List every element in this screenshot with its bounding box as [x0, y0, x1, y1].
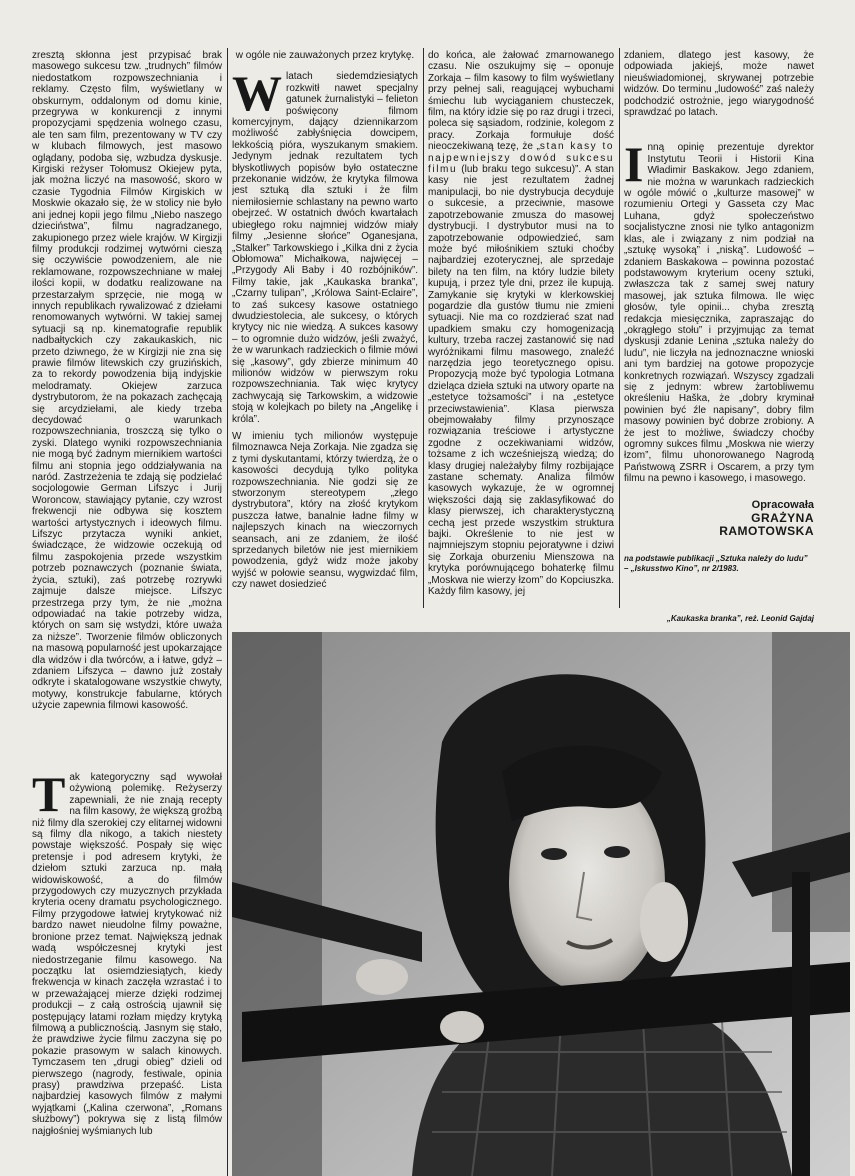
film-still-illustration [232, 632, 850, 1176]
article-column-1-lower [32, 772, 222, 1172]
article-column-4 [624, 50, 814, 630]
article-column-2 [232, 50, 418, 610]
article-column-1 [32, 50, 222, 752]
author-signature [624, 499, 814, 538]
paragraph: zresztą skłonna jest przypisać brak masowego sukcesu tzw. „trudnych” filmów niedostatkom rozpowszechniania i reklamy. Często film, wyświetlany w obskurnym, oddalonym od domu kinie, przegrywa w konkurencji z innymi propozycjami spędzenia wolnego czasu, ale ten sam film, prezentowany w TV czy w klubach filmowych, jest masowo oglądany, podoba się, wzbudza dyskusje. Kirgiski reżyser Tołomusz Okiejew pyta, jak można liczyć na masowość, skoro w czasie Tygodnia Filmów Kirgiskich w Moskwie okazało się, że w stolicy nie było ani jednej kopii jego filmu „Niebo naszego dzieciństwa”, filmu nagradzanego, zakupionego przez wiele krajów. W Kirgizji filmy produkcji rodzimej wytwórni cieszą się oczywiście powodzeniem, ale nie reklamowane, rozpowszechniane w małej ilości kopii, w dodatku realizowane na przestarzałym sprzęcie, nie mogą w innych republikach rywalizować z dziełami renomowanych wytwórni. W takiej samej sytuacji są np. kinematografie republik nadbałtyckich czy zakaukaskich, nic przeto dziwnego, że w Kirgizji nie zna się prawie filmów litewskich czy gruzińskich, za to rekordy powodzenia biją indyjskie melodramaty. Okiejew zarzuca dystrybutorom, że na pokazach zachęcają się arcydziełami, ale kiedy trzeba decydować o warunkach rozpowszechniania, troszczą się tylko o zyski. Dlatego wyniki rozpowszechniania nie mogą być żadnym miernikiem wartości filmu ani stopnia jego oddziaływania na naród. Zastrzeżenia te zdają się podzielać socjologowie German Lifszyc i Jurij Woroncow, stawiający pytanie, czy wzrost frekwencji nie odbywa się kosztem wartości artystycznych i ideowych filmu. Lifszyc przytacza wyniki ankiet, świadczące, że widzowie oczekują od filmu zaspokojenia przede wszystkim potrzeb poznawczych (poznanie świata, życia, sztuki), zaś potrzebę rozrywki zajmuje dalsze miejsce. Lifszyc przestrzega przy tym, że nie „można odpowiadać na takie potrzeby widza, których on sam się wstydzi, które uważa za niższe”. Tworzenie filmów obliczonych na masową popularność jest upokarzające dla widzów i dla twórców, a i łatwe, gdyż – zdaniem Lifszyca – dawno już zostały odkryte i skatalogowane wszystkie chwyty, motywy, konstrukcje fabularne, których użycie zapewnia filmowi kasowość. [32, 50, 222, 712]
article-column-3 [428, 50, 614, 610]
paragraph [428, 50, 614, 598]
paragraph: latach siedemdziesiątych rozkwitł nawet specjalny gatunek żurnalistyki – felieton poświęcony filmom komercyjnym, dający dziennikarzom możliwość zabłyśnięcia dowcipem, lekkością pióra, wyszukanym smakiem. Jedynym jednak rezultatem tych błyskotliwych popisów było ostateczne przekonanie widzów, że krytyka filmowa jest sztuką dla sztuki i że film niemiłosiernie schlastany na pewno warto obejrzeć. W ostatnich dwóch kwartałach ubiegłego roku najmniej widzów miały filmy „Jesienne słońce” Oganesjana, „Stalker” Tarkowskiego i „Kilka dni z życia Obłomowa” Michałkowa, najwięcej – „Przygody Ali Baby i 40 rozbójników”. Filmy takie, jak „Kaukaska branka”, „Czarny tulipan”, „Królowa Saint-Eclaire”, to zaś sukcesy kasowe ostatniego dwudziestolecia, ale sukcesy, o których krytycy nic nie wiedzą. A sukces kasowy – to ogromnie dużo widzów, jeśli zważyć, że w warunkach radzieckich o filmie mówi się „kasowy”, gdy zbierze minimum 40 milionów widzów w pierwszym roku rozpowszechniania. Tak więc krytycy zachwycają się Tarkowskim, a widzowie stoją w kolejkach po bilety na „Angelikę i króla”. [232, 71, 418, 425]
emphasized-quote: stan kasy to najpewniejszy dowód sukcesu filmu [428, 141, 614, 176]
column-rule [423, 48, 424, 608]
paragraph-text: do końca, ale żałować zmarnowanego czasu. Nie oszukujmy się – oponuje Zorkaja – film kasowy to film wyświetlany przy pełnej sali, reagującej wybuchami śmiechu lub wyciąganiem chusteczek, film, na który idzie się po raz drugi i trzeci, poleca się sąsiadom, rodzinie, kolegom z pracy. Zorkaja formułuje dość nieoczekiwaną tezę, że „ [428, 50, 614, 153]
drop-cap: I [624, 136, 644, 193]
paragraph: w ogóle nie zauważonych przez krytykę. [235, 50, 415, 61]
film-still-photo [232, 632, 850, 1176]
source-note: na podstawie publikacji „Sztuka należy do ludu” – „Iskusstwo Kino”, nr 2/1983. [624, 553, 808, 573]
paragraph-text: (lub braku tego sukcesu)”. A stan kasy nie jest rezultatem żadnej manipulacji, bo nie dystrybucja decyduje o sukcesie, a przeciwnie, masowe zapotrzebowanie zmusza do masowej dystrybucji. I dystrybutor musi na to zapotrzebowanie odpowiedzieć, sam może być miłośnikiem sztuki choćby najbardziej ezoterycznej, ale sprzedaje bilety na ten film, na który ludzie bilety kupują, i przez tyle dni, przez ile kupują. Zamykanie się krytyki w klerkowskiej pogardzie dla gustów tłumu nie zmieni sytuacji. Nie ma co rozdzierać szat nad upadkiem smaku czy homogenizacją kultury, trzeba raczej zastanowić się nad wyróżnikami filmu masowego, znaleźć narzędzia jego teoretycznego opisu. Propozycją może być typologia Lotmana dzieląca dzieła sztuki na utwory oparte na „estetyce tożsamości” i na „estetyce przeciwstawienia”. Klasa pierwsza obejmowałaby filmy przynoszące rozwiązania treściowe i artystyczne zgodne z oczekiwaniami widzów, tożsame z ich wcześniejszą wiedzą; do klasy drugiej należałyby filmy rozbijające zastane schematy. Analiza filmów kasowych wykazuje, że w ogromnej większości dają się zaklasyfikować do klasy pierwszej, ich charakterystyczną cechą jest przede wszystkim struktura bajki. Określenie to nie jest w najmniejszym stopniu pejoratywne i dziwi się Zorkaja oburzeniu Mienszowa na krytyka porównującego bohaterkę filmu „Moskwa nie wierzy łzom” do Kopciuszka. Każdy film kasowy, jej [428, 164, 614, 598]
author-first-name: GRAŻYNA [751, 510, 814, 525]
paragraph: nną opinię prezentuje dyrektor Instytutu Teorii i Historii Kina Władimir Baskakow. Jego zdaniem, nie można w warunkach radzieckich w ogóle mówić o „kulturze masowej” w rozumieniu Ortegi y Gasseta czy Mac Luhana, gdyż społeczeństwo socjalistyczne znosi nie tylko antagonizm klas, ale i związany z nim podział na „sztukę wysoką” i „niską”. Ludowość – zdaniem Baskakowa – powinna pozostać podstawowym kryterium oceny sztuki, zwłaszcza tak z samej swej natury masowej, jak sztuka filmowa. Ile więc głosów, tyle opinii... chyba zresztą redakcja miesięcznika, zapraszając do „okrągłego stołu” i przyjmując za temat dyskusji zdanie Lenina „sztuka należy do ludu”, nie liczyła na jednoznaczne wnioski ani tym bardziej na gotowe propozycje konkretnych rozwiązań. Wszyscy zgadzali się z jednym: wbrew żartobliwemu określeniu Haška, że „dobry kryminał powinien być źle napisany”, dobry film masowy powinien być dobrze zrobiony. A że jest to możliwe, świadczy choćby ogromny sukces filmu „Moskwa nie wierzy łzom”, filmu uhonorowanego Nagrodą Państwową ZSRR i Oscarem, a przy tym filmu na pewno i kasowego, i masowego. [624, 142, 814, 485]
signature-label: Opracowała [751, 498, 814, 511]
paragraph: zdaniem, dlatego jest kasowy, że odpowiada jakiejś, może nawet nieuświadomionej, skrywanej potrzebie widzów. Do terminu „ludowość” zaś należy podchodzić ostrożnie, jego wiarygodność sprawdzać po latach. [624, 50, 814, 119]
column-rule [619, 48, 620, 608]
photo-caption: „Kaukaska branka”, reż. Leonid Gajdaj [666, 614, 814, 623]
author-last-name: RAMOTOWSKA [719, 523, 814, 538]
drop-cap: T [32, 772, 66, 822]
drop-cap: W [232, 65, 282, 122]
paragraph: W imieniu tych milionów występuje filmoznawca Neja Zorkaja. Nie zgadza się z tymi dyskutantami, którzy twierdzą, że o kasowości decydują tylko polityka rozpowszechniania. Nie godzi się ze stworzonym stereotypem „złego dystrybutora”, który na złość krytykom puszcza łatwe, banalnie ładne filmy w najlepszych kinach na wieczornych seansach, ani ze zdaniem, że ilość sprzedanych biletów nie jest miernikiem powodzenia, gdyż widz może jakoby wyjść w połowie seansu, wygwizdać film, czy nawet dosiedzieć [232, 431, 418, 591]
column-rule [227, 48, 228, 1176]
paragraph: ak kategoryczny sąd wywołał ożywioną polemikę. Reżyserzy zapewniali, że nie znają recepty na film kasowy, że większą groźbą niż filmy dla szerokiej czy elitarnej widowni są filmy dla nikogo, a takich niestety powstaje większość. Pospały się więc pretensje i pod adresem krytyki, że dziełom sztuki zarzuca np. małą widowiskowość, a do filmów przygodowych czy muzycznych przykłada kryteria oceny dramatu psychologicznego. Filmy przygodowe łatwiej krytykować niż bardzo nawet nieudolne filmy poważne, bronione przez temat. Największą jednak wadą współczesnej krytyki jest niedostrzeganie filmu kasowego. Na początku lat osiemdziesiątych, kiedy frekwencja w kinach zaczęła wzrastać i to w przeważającej mierze dzięki rodzimej produkcji – z całą ostrością ujawnił się postępujący latami rozłam między krytyką filmową a publicznością. Jasnym się stało, że prawdziwe życie filmu zaczyna się po pokazie prasowym w salach kinowych. Tymczasem ten „drugi obieg” dzieli od pierwszego (nagrody, festiwale, opinia prasy) prawdziwa przepaść. Lista najbardziej kasowych filmów z małymi wyjątkami („Kalina czerwona”, „Romans służbowy”) pokrywa się z listą filmów najgłośniej wyśmianych lub [32, 772, 222, 1137]
